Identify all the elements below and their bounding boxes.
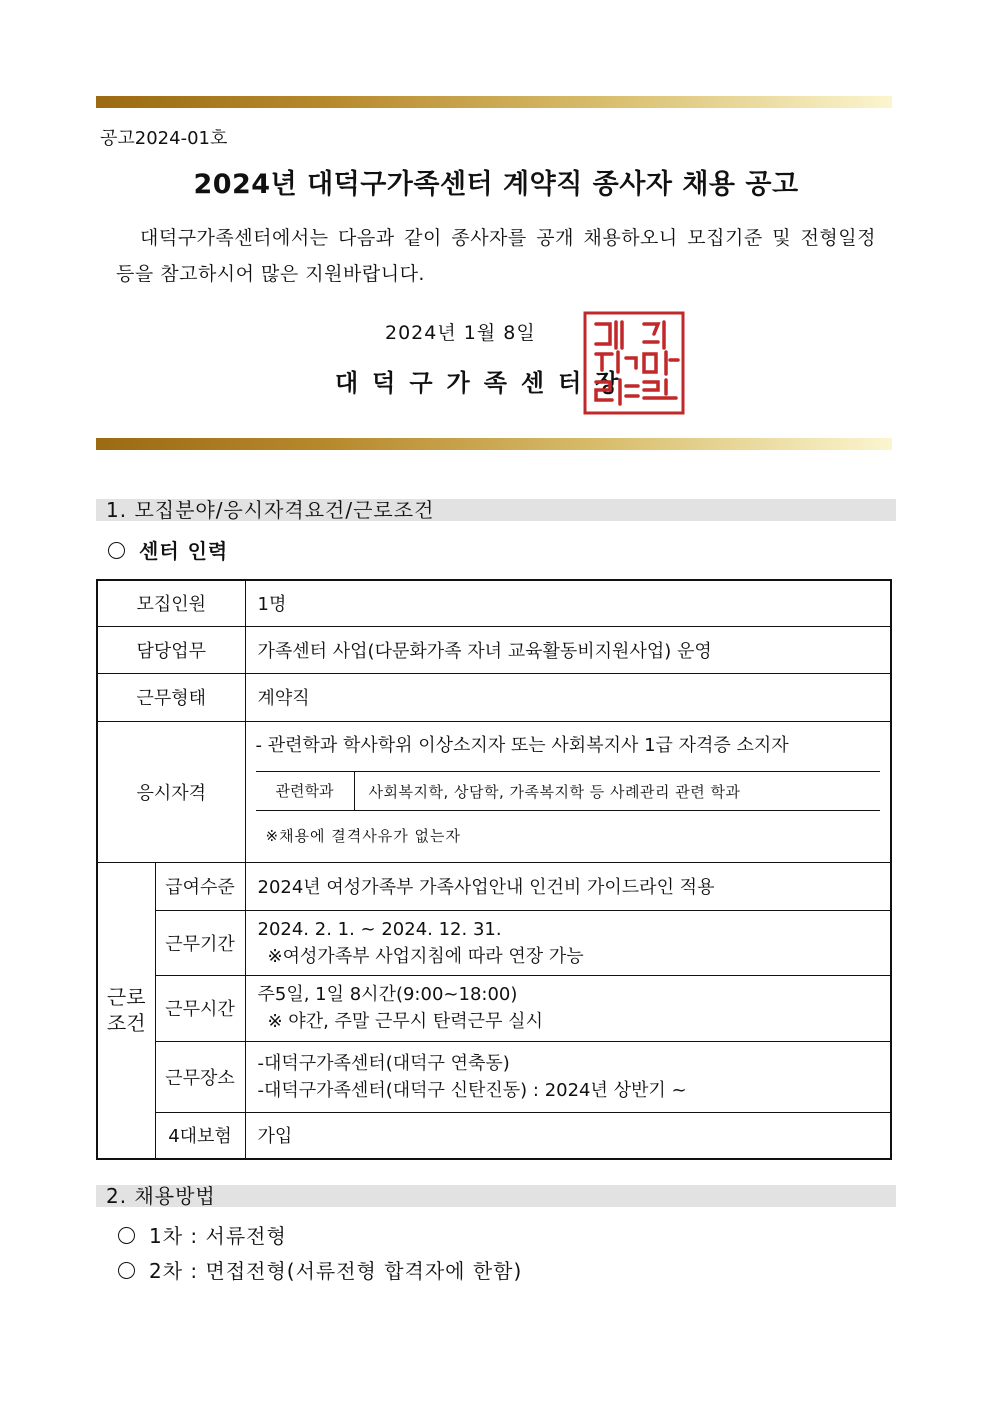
announcement-date: 2024년 1월 8일 [385,322,536,344]
place-value-1: -대덕구가족센터(대덕구 연축동) [257,1052,510,1074]
subheading-center-staff [108,535,228,564]
salary-value: 2024년 여성가족부 가족사업안내 인건비 가이드라인 적용 [245,862,891,910]
intro-paragraph [116,220,876,292]
table-row [97,580,891,626]
table-row [97,673,891,721]
circle-bullet-icon [108,542,125,559]
official-seal-icon [582,310,686,416]
subheading-text: 센터 인력 [139,539,229,563]
notice-number: 공고2024-01호 [100,128,228,149]
major-label: 관련학과 [256,772,355,810]
bottom-gold-divider [96,438,892,450]
period-label: 근무기간 [155,910,245,975]
step-1 [118,1220,287,1249]
place-value-2: -대덕구가족센터(대덕구 신탄진동) : 2024년 상반기 ~ [257,1079,687,1101]
circle-bullet-icon [118,1227,135,1244]
duty-value: 가족센터 사업(다문화가족 자녀 교육활동비지원사업) 운영 [245,626,891,673]
hours-label: 근무시간 [155,975,245,1041]
qualification-major-row [256,771,881,811]
qualification-label: 응시자격 [97,721,245,862]
recruitment-table [96,579,892,1160]
step-2 [118,1255,522,1284]
intro-text: 대덕구가족센터에서는 다음과 같이 종사자를 공개 채용하오니 모집기준 및 전형일정 등을 참고하시어 많은 지원바랍니다. [116,227,876,285]
table-row [97,721,891,862]
qualification-note: ※채용에 결격사유가 없는자 [265,827,461,845]
place-label: 근무장소 [155,1041,245,1112]
table-row [97,975,891,1041]
hours-note: ※ 야간, 주말 근무시 탄력근무 실시 [267,1011,543,1032]
section-2-heading: 2. 채용방법 [96,1185,896,1207]
circle-bullet-icon [118,1262,135,1279]
table-row [97,626,891,673]
section-1-heading: 1. 모집분야/응시자격요건/근로조건 [96,499,896,521]
recruit-label: 모집인원 [97,580,245,626]
place-cell [245,1041,891,1112]
recruit-value: 1명 [245,580,891,626]
period-note: ※여성가족부 사업지침에 따라 연장 가능 [267,945,584,967]
table-row [97,862,891,910]
table-row [97,1112,891,1159]
step-1-text: 1차 : 서류전형 [149,1224,287,1248]
qualification-cell [245,721,891,862]
hours-value: 주5일, 1일 8시간(9:00~18:00) [257,984,518,1005]
type-value: 계약직 [245,673,891,721]
top-gold-divider [96,96,892,108]
qualification-line: - 관련학과 학사학위 이상소지자 또는 사회복지사 1급 자격증 소지자 [255,735,789,756]
table-row [97,1041,891,1112]
type-label: 근무형태 [97,673,245,721]
major-value: 사회복지학, 상담학, 가족복지학 등 사례관리 관련 학과 [368,782,741,801]
table-row [97,910,891,975]
work-conditions-label [97,862,155,1159]
insurance-value: 가입 [245,1112,891,1159]
duty-label: 담당업무 [97,626,245,673]
work-conditions-label-1: 근로 [106,985,146,1010]
step-2-text: 2차 : 면접전형(서류전형 합격자에 한함) [149,1259,523,1283]
period-value: 2024. 2. 1. ~ 2024. 12. 31. [257,918,502,940]
hours-cell [245,975,891,1041]
organization-signature: 대덕구가족센터장 [335,369,633,397]
document-title: 2024년 대덕구가족센터 계약직 종사자 채용 공고 [193,169,799,200]
work-conditions-label-2: 조건 [106,1011,146,1036]
period-cell [245,910,891,975]
salary-label: 급여수준 [155,862,245,910]
insurance-label: 4대보험 [155,1112,245,1159]
